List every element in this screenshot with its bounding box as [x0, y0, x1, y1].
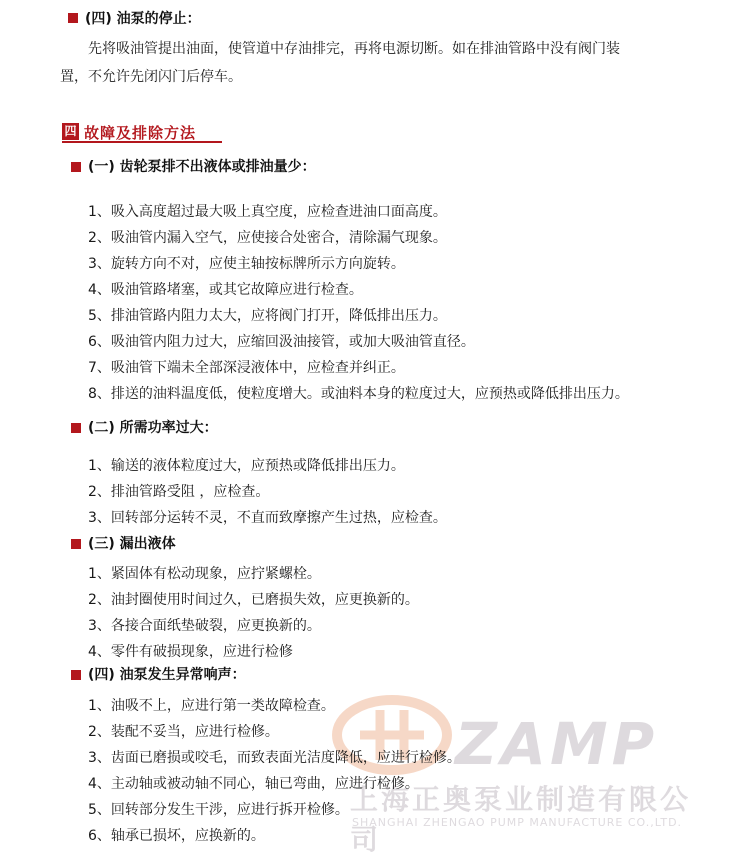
list-item: 3、回转部分运转不灵，不直而致摩擦产生过热，应检查。	[88, 510, 447, 526]
list-item: 1、输送的液体粒度过大，应预热或降低排出压力。	[88, 458, 405, 474]
list-item: 2、吸油管内漏入空气，应使接合处密合，清除漏气现象。	[88, 230, 447, 246]
bullet-square-icon	[71, 539, 81, 549]
bullet-square-icon	[68, 13, 78, 23]
watermark-brand: ZAMP	[455, 710, 659, 778]
list-item: 3、各接合面纸垫破裂，应更换新的。	[88, 618, 321, 634]
list-item: 2、装配不妥当，应进行检修。	[88, 724, 279, 740]
list-item: 7、吸油管下端未全部深浸液体中，应检查并纠正。	[88, 360, 405, 376]
section-heading-pump-stop: (四) 油泵的停止：	[85, 11, 201, 27]
list-item: 6、吸油管内阻力过大，应缩回汲油接管，或加大吸油管直径。	[88, 334, 475, 350]
list-item: 2、排油管路受阻 ，应检查。	[88, 484, 270, 500]
bullet-square-icon	[71, 423, 81, 433]
list-item: 4、零件有破损现象，应进行检修	[88, 644, 293, 660]
list-item: 1、吸入高度超过最大吸上真空度，应检查进油口面高度。	[88, 204, 447, 220]
list-item: 6、轴承已损坏，应换新的。	[88, 828, 265, 844]
paragraph-line: 先将吸油管提出油面，使管道中存油排完，再将电源切断。如在排油管路中没有阀门装	[88, 41, 620, 57]
list-item: 5、回转部分发生干涉，应进行拆开检修。	[88, 802, 349, 818]
section-heading-no-discharge: (一) 齿轮泵排不出液体或排油量少：	[88, 159, 316, 175]
watermark-company-cn: 上海正奥泵业制造有限公司	[350, 783, 692, 856]
chapter-banner	[62, 123, 222, 143]
chapter-number: 四	[62, 123, 79, 140]
list-item: 4、主动轴或被动轴不同心，轴已弯曲，应进行检修。	[88, 776, 419, 792]
chapter-title: 故障及排除方法	[84, 124, 197, 142]
list-item: 1、油吸不上，应进行第一类故障检查。	[88, 698, 335, 714]
section-heading-excess-power: (二) 所需功率过大：	[88, 420, 218, 436]
list-item: 1、紧固体有松动现象，应拧紧螺栓。	[88, 566, 321, 582]
list-item: 8、排送的油料温度低，使粒度增大。或油料本身的粒度过大，应预热或降低排出压力。	[88, 386, 629, 402]
paragraph-line: 置，不允许先闭闪门后停车。	[60, 69, 242, 85]
watermark-company-en: SHANGHAI ZHENGAO PUMP MANUFACTURE CO.,LTD.	[352, 816, 683, 829]
list-item: 5、排油管路内阻力太大，应将阀门打开，降低排出压力。	[88, 308, 447, 324]
bullet-square-icon	[71, 162, 81, 172]
list-item: 3、齿面已磨损或咬毛，而致表面光洁度降低，应进行检修。	[88, 750, 461, 766]
bullet-square-icon	[71, 670, 81, 680]
section-heading-abnormal-noise: (四) 油泵发生异常响声：	[88, 667, 246, 683]
list-item: 3、旋转方向不对，应使主轴按标牌所示方向旋转。	[88, 256, 405, 272]
list-item: 4、吸油管路堵塞，或其它故障应进行检查。	[88, 282, 363, 298]
section-heading-leakage: (三) 漏出液体	[88, 536, 176, 552]
list-item: 2、油封圈使用时间过久，已磨损失效，应更换新的。	[88, 592, 419, 608]
